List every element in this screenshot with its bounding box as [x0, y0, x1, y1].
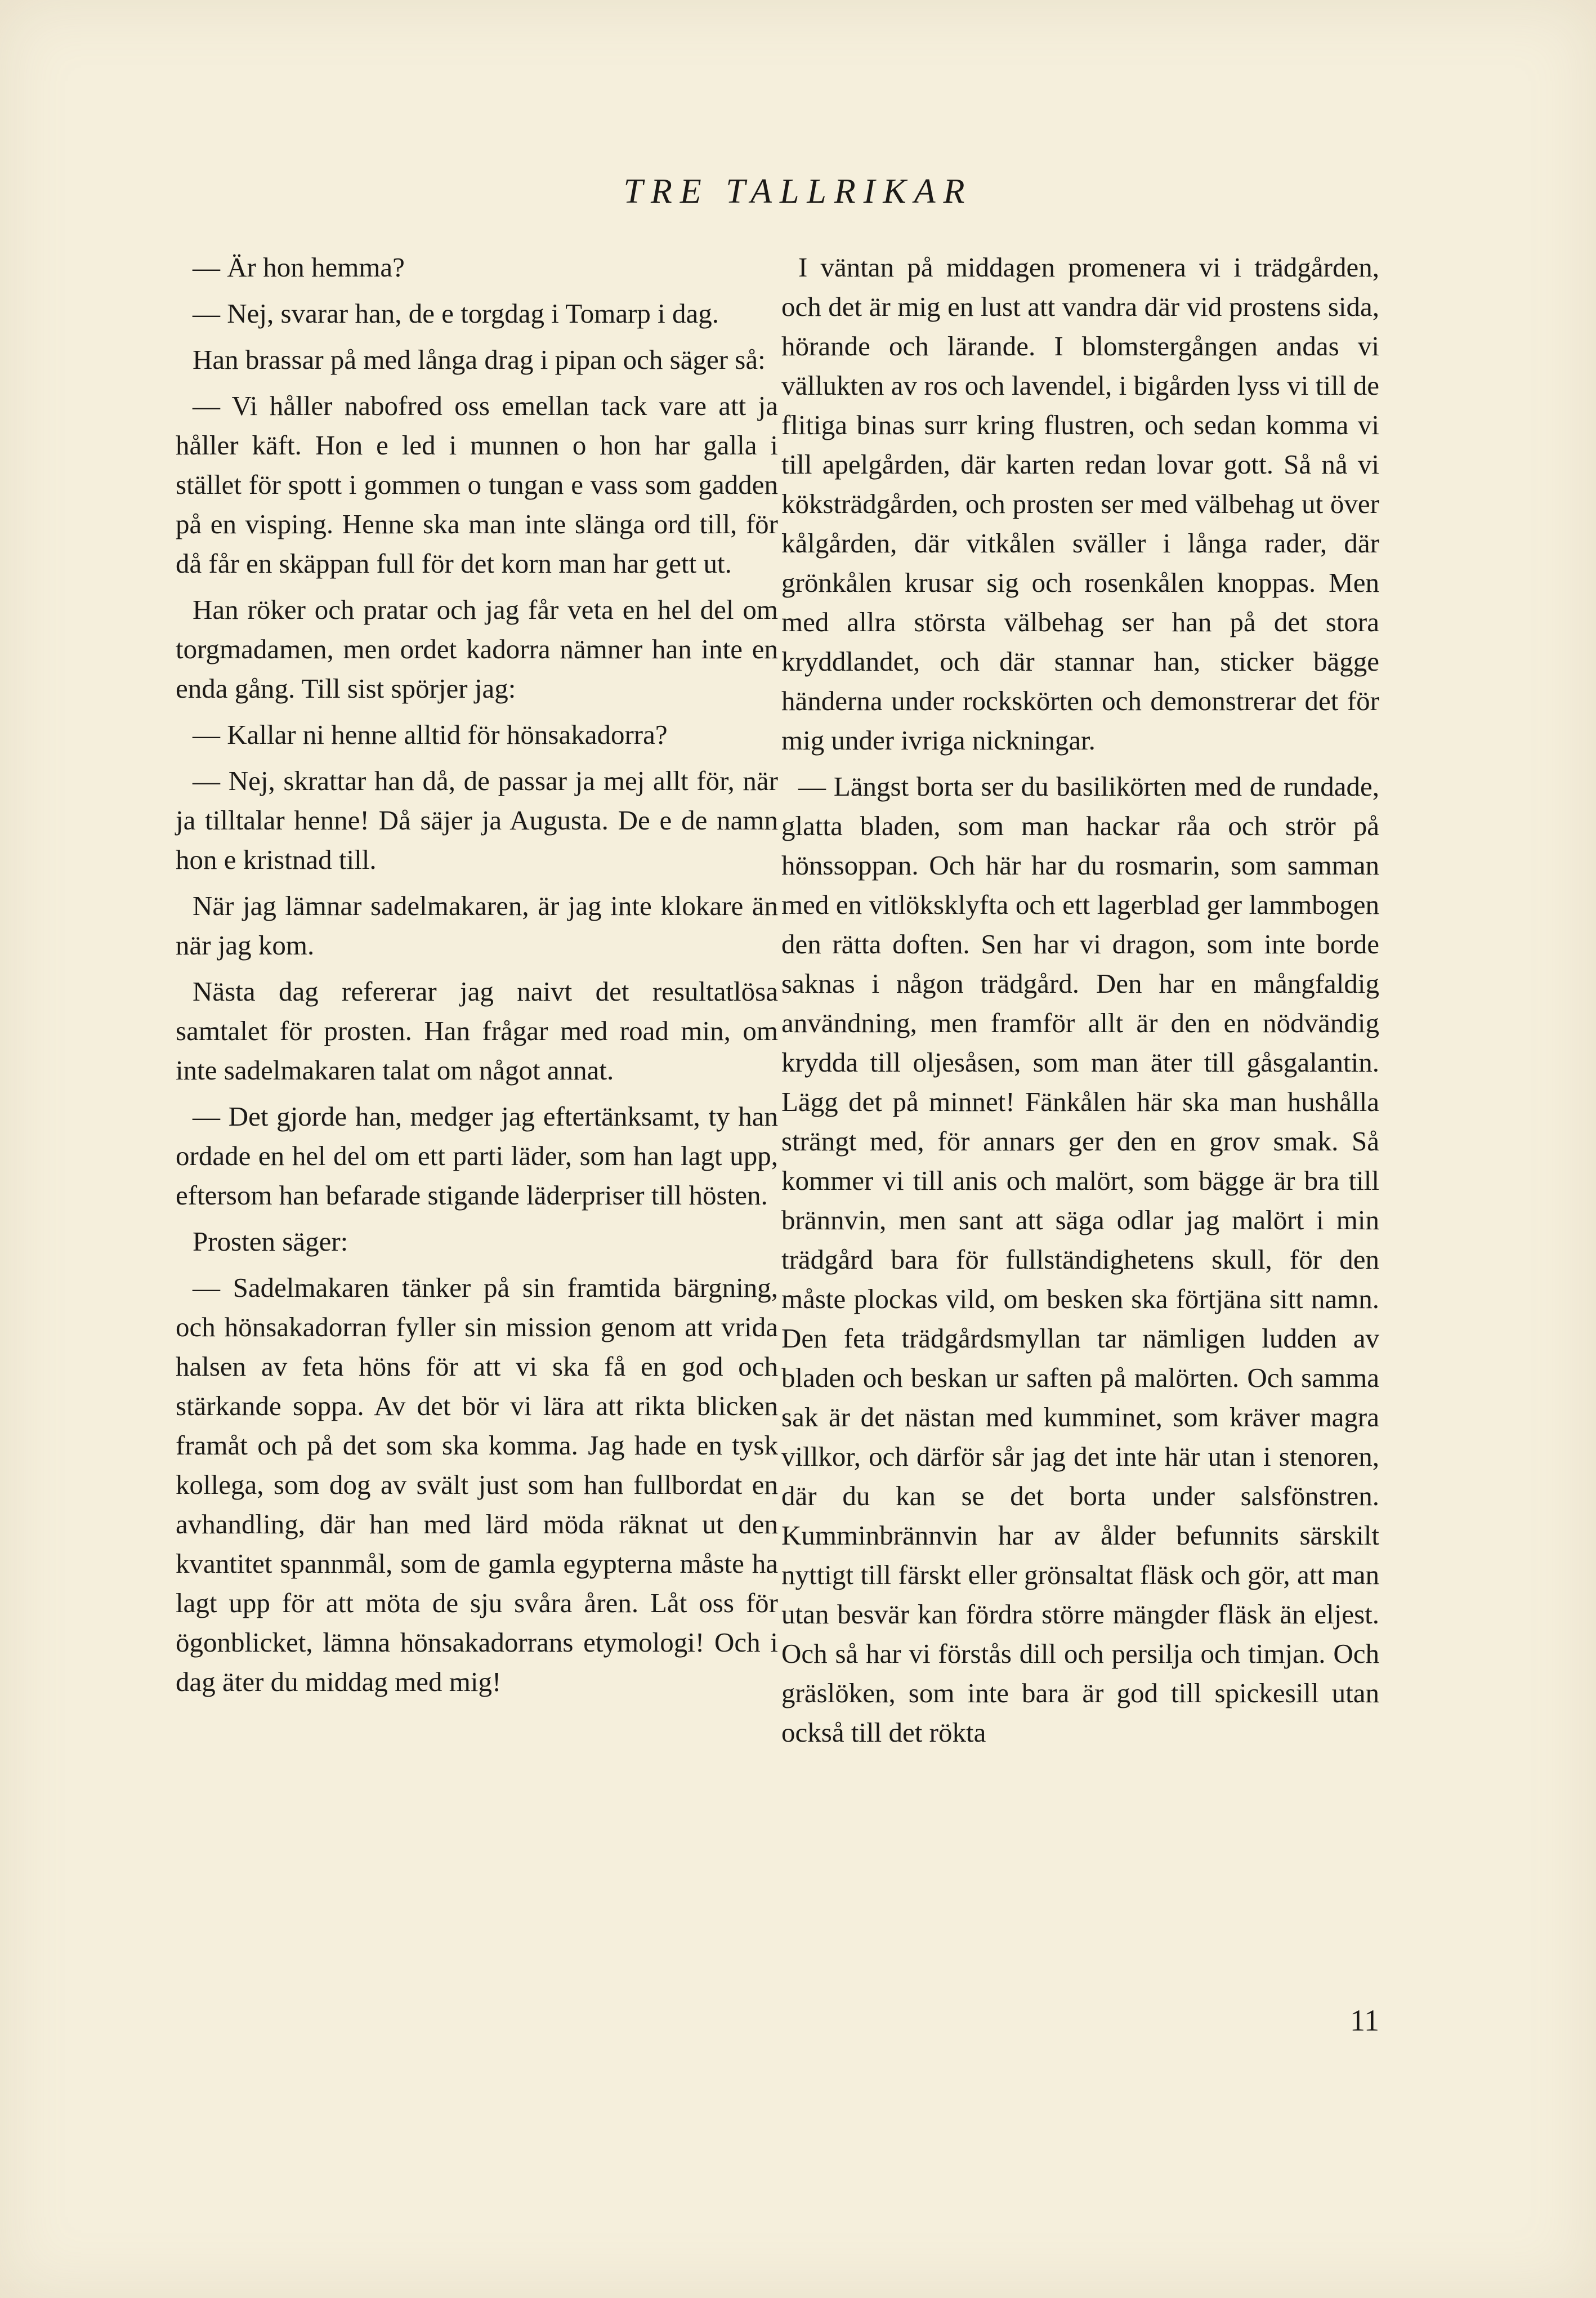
running-title: TRE TALLRIKAR — [623, 172, 973, 211]
paragraph: — Det gjorde han, medger jag eftertänksamt, ty han ordade en hel del om ett parti läder, som han lagt upp, eftersom han befarade stigande läderpriser till hösten. — [176, 1101, 778, 1211]
paragraph: — Är hon hemma? — [193, 252, 405, 283]
paragraph: Nästa dag refererar jag naivt det resultatlösa samtalet för prosten. Han frågar med road min, om inte sadelmakaren talat om något annat. — [176, 976, 778, 1086]
page-number: 11 — [1350, 2004, 1379, 2037]
paragraph: — Längst borta ser du basilikörten med de rundade, glatta bladen, som man hackar råa och strör på hönssoppan. Och här har du rosmarin, som samman med en vitlöksklyfta och ett lagerblad ger lammbogen den rätta doften. Sen har vi dragon, som inte borde saknas i någon trädgård. Den har en mångfaldig användning, men framför allt är den en nödvändig krydda till oljesåsen, som man äter till gåsgalantin. Lägg det på minnet! Fänkålen här ska man hushålla strängt med, för annars ger den en grov smak. Så kommer vi till anis och malört, som bägge är bra till brännvin, men sant att säga odlar jag malört i min trädgård bara för fullständighetens skull, för den måste plockas vild, om besken ska förtjäna sitt namn. Den feta trädgårdsmyllan tar nämligen ludden av bladen och beskan ur saften på malörten. Och samma sak är det nästan med kumminet, som kräver magra villkor, och därför sår jag det inte här utan i stenoren, där du kan se det borta under salsfönstren. Kumminbrännvin har av ålder befunnits särskilt nyttigt till färskt eller grönsaltat fläsk och gör, att man utan besvär kan fördra större mängder fläsk än eljest. Och så har vi förstås dill och persilja och timjan. Och gräslöken, som inte bara är god till spickesill utan också till det rökta — [781, 771, 1379, 1748]
paragraph: Han brassar på med långa drag i pipan och säger så: — [193, 344, 766, 375]
paragraph: — Nej, skrattar han då, de passar ja mej allt för, när ja tilltalar henne! Då säjer ja Augusta. De e de namn hon e kristnad till. — [176, 765, 778, 875]
paragraph: — Nej, svarar han, de e torgdag i Tomarp i dag. — [193, 298, 719, 329]
left-text-column — [176, 248, 778, 1708]
paragraph: — Kallar ni henne alltid för hönsakadorra? — [193, 719, 668, 750]
paragraph: I väntan på middagen promenera vi i trädgården, och det är mig en lust att vandra där vid prostens sida, hörande och lärande. I blomstergången andas vi vällukten av ros och lavendel, i bigården lyss vi till de flitiga binas surr kring flustren, och sedan komma vi till apelgården, där karten redan lovar gott. Så nå vi köksträdgården, och prosten ser med välbehag ut över kålgården, där vitkålen sväller i långa rader, där grönkålen krusar sig och rosenkålen knoppas. Men med allra största välbehag ser han på det stora kryddlandet, och där stannar han, sticker bägge händerna under rockskörten och demonstrerar det för mig under ivriga nickningar. — [781, 252, 1379, 756]
paragraph: Han röker och pratar och jag får veta en hel del om torgmadamen, men ordet kadorra nämner han inte en enda gång. Till sist spörjer jag: — [176, 594, 778, 704]
paragraph: — Vi håller nabofred oss emellan tack vare att ja håller käft. Hon e led i munnen o hon har galla i stället för spott i gommen o tungan e vass som gadden på en visping. Henne ska man inte slänga ord till, för då får en skäppan full för det korn man har gett ut. — [176, 390, 778, 579]
paragraph: Prosten säger: — [193, 1226, 348, 1257]
paragraph: — Sadelmakaren tänker på sin framtida bärgning, och hönsakadorran fyller sin mission genom att vrida halsen av feta höns för att vi ska få en god och stärkande soppa. Av det bör vi lära att rikta blicken framåt och på det som ska komma. Jag hade en tysk kollega, som dog av svält just som han fullbordat en avhandling, där han med lärd möda räknat ut den kvantitet spannmål, som de gamla egypterna måste ha lagt upp för att möta de sju svåra åren. Låt oss för ögonblicket, lämna hönsakadorrans etymologi! Och i dag äter du middag med mig! — [176, 1272, 778, 1697]
right-text-column — [781, 248, 1379, 1759]
paragraph: När jag lämnar sadelmakaren, är jag inte klokare än när jag kom. — [176, 890, 778, 961]
